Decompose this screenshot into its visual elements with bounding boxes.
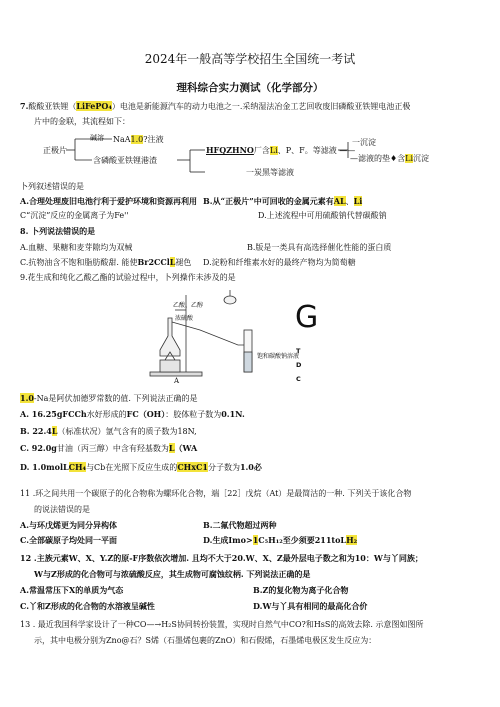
q7-flow-carbon: 一炭黑等滤液 <box>246 168 294 177</box>
q7-flow-naalo2: NaA1.0?注液 <box>113 135 164 144</box>
q9-label-t: T <box>296 347 301 355</box>
q10-option-c: C. 92.0g甘油（丙三醇）中含有羟基数为L（WA <box>20 443 198 453</box>
q12-option-d: D.W与丫具有相同的最高化合价 <box>253 601 368 611</box>
q12-option-c: C.丫和Z形成的化合物的水溶液呈碱性 <box>20 601 155 611</box>
exam-title: 2024年一般高等学校招生全国统一考试 <box>144 52 356 66</box>
q10-option-d: D. 1.0molLCH₄与Cb在光照下反应生成的CHxC1分子数为1.0必 <box>20 462 262 472</box>
q13-line1: 13 . 最近我国科学家设计了一种CO—→H₂S协同转扮装置，实现时自然气中CO?和HsS的高效去除. 示意图如图所 <box>20 620 424 629</box>
q7-flow-acid: HFQZHNO厂含Li、P、F。等滤液 —— <box>206 145 356 155</box>
q10-option-a: A. 16.25gFCCh水好形成的FC（OH）：胶体粒子数为0.1N. <box>20 409 245 419</box>
q12-line1: 12 .主族元素W、X、Y.Z的原-F序数依次增加. 且均不大于20.W、X、Z最外层电子数之和为10：W与丫同族； <box>20 553 423 563</box>
q8-option-a: A.血糖、果糖和麦芽隙均为双械 <box>20 243 133 252</box>
q7-option-a: A.合理处理废旧电池行利于爱护环境和资源再利用 <box>20 196 197 206</box>
q11-option-b: B.二氟代物超过两种 <box>203 520 277 530</box>
q12-line2: W与Z形成的化合物可与浓硫酸反应，其生成物可腐蚀纹柄. 下列说法正确的是 <box>34 569 311 579</box>
q7-line2: 片中的金联，其流程如下： <box>34 117 130 126</box>
q9-label-a: A <box>174 377 180 385</box>
q9-apparatus-label2: 浓硫酸 <box>175 315 194 322</box>
q9-label-d: D <box>296 361 302 369</box>
q8-option-b: B.版是一类具有高选择催化性能的蛋白质 <box>247 243 392 252</box>
q7-option-c: C“沉淀”反应的金属离子为Fe'' <box>20 211 129 220</box>
q10-option-b: B. 22.4L（标准状况）氩气含有的质子数为18N, <box>20 426 197 436</box>
q9-line1: 9.花生成和纯化乙酸乙酯的试验过程中，卜列操作未涉及的是 <box>20 273 236 282</box>
q11-option-d: D.生成Imo>1C₅H₁₂至少须要211toLH₂ <box>203 535 358 545</box>
q8-option-d: D.淀粉和纤维素水好的最终产物均为简萄糖 <box>203 258 356 267</box>
q7-flow-alkali: 碱溶 <box>90 134 104 142</box>
q12-option-a: A.常温常压下X的单质为气态 <box>20 585 124 595</box>
q11-option-c: C.全部碳原子均处同一平面 <box>20 535 118 545</box>
q7-option-b: B.从“正极片”中可回收的金属元素有AL、Li <box>203 196 363 206</box>
q7-flow-precipitate: 一沉淀 <box>352 138 376 147</box>
q9-label-c: C <box>296 375 301 383</box>
q10-line1: 1.0-Na是阿伏加德罗常数的值. 下列说法正确的是 <box>20 393 198 403</box>
q9-apparatus-label1: 乙酸、乙醇 <box>173 302 204 309</box>
q7-flow-residue: 含磷酸亚铁锂港渣 <box>93 156 157 165</box>
q11-line1: 11 .环之间共用一个碳原子的化合物称为螺环化合物，端［22］戊烷（At）是最简沽的一种. 下列关于该化合物 <box>20 489 412 498</box>
q12-option-b: B.Z的复化物为离子化合物 <box>253 585 349 595</box>
q13-line2: 示，其中电极分别为Zno@石？S烯（石墨烯包裹的ZnO）和石假烯，石墨烯电极区发生反应为： <box>34 636 377 645</box>
q11-line2: 的说法错误的是 <box>34 505 90 514</box>
q9-apparatus-label3: 饱和碳酸钠溶液 <box>257 353 300 360</box>
q8-line1: 8. 卜列说法错误的是 <box>20 226 96 236</box>
q7-option-d: D.上述流程中可用硫酸钠代替碳酸钠 <box>258 211 387 220</box>
q9-label-g: G <box>295 300 319 335</box>
q7-line1: 7.酸酸亚铁锂（LiFePO₄）电池是新能源汽车的动力电池之一.采纳湿法冶金工艺回收废旧磷酸亚铁锂电池正极 <box>20 101 411 111</box>
q7-stem: 卜列叙述错误的是 <box>20 182 84 191</box>
q7-flow-positive-plate: 正极片 <box>43 146 67 155</box>
exam-subtitle: 理科综合实力测试（化学部分） <box>176 82 324 94</box>
q8-option-c: C.抗物油含不饱和脂肪酸甜. 能使Br2CClL褪色 <box>20 257 192 267</box>
q11-option-a: A.与环戊烯更为同分异构体 <box>20 520 117 530</box>
q7-flow-filtrate: —滤液的垫♦含Li沉淀 <box>350 154 430 163</box>
